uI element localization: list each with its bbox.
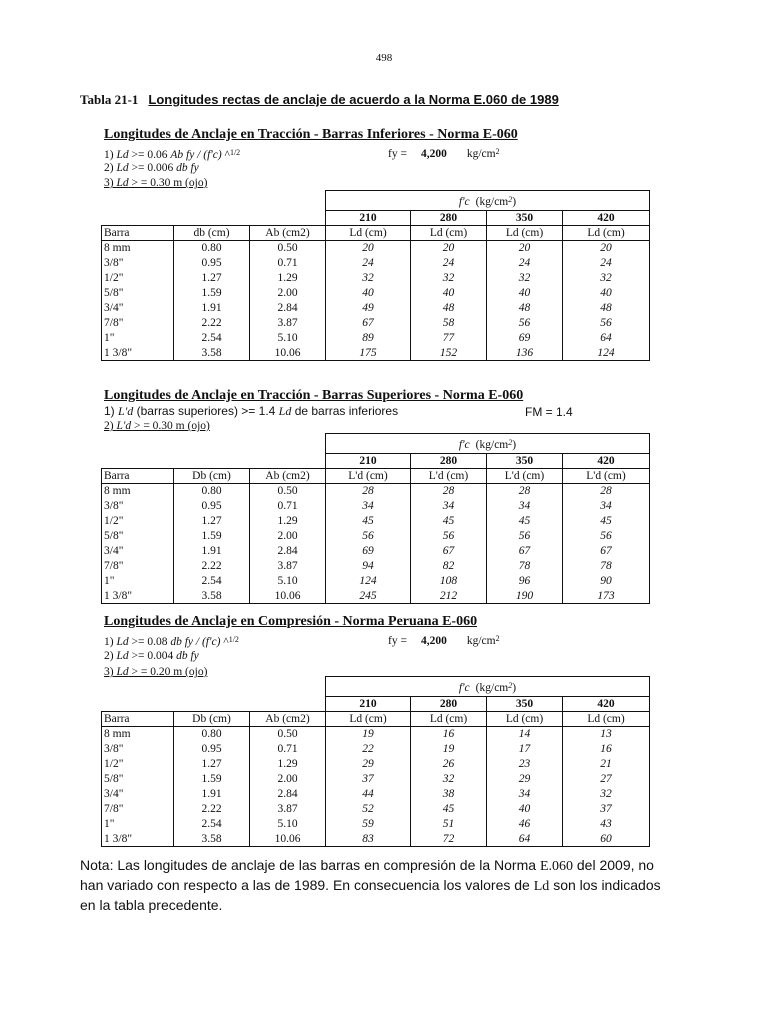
table-row [102,559,650,574]
table-cell: 37 [326,772,411,787]
table-cell: 152 [411,346,487,361]
table-cell: 56 [411,529,487,544]
table-cell: 40 [411,286,487,301]
section-3-formula-3: 3) Ld > = 0.20 m (ojo) [104,666,208,678]
table-cell: 56 [487,316,563,331]
table-cell: 1.59 [174,772,250,787]
table-cell: 34 [487,787,563,802]
bar-size-cell: 5/8" [102,772,174,787]
table-cell: 24 [411,256,487,271]
table-cell: 0.71 [250,742,326,757]
grade-header: 280 [411,697,487,712]
section-3-table [101,676,650,847]
table-cell: 58 [411,316,487,331]
table-cell: 64 [487,832,563,847]
column-header: Ab (cm2) [250,469,326,484]
column-header: Ab (cm2) [250,226,326,241]
table-cell: 40 [326,286,411,301]
bar-size-cell: 5/8" [102,286,174,301]
table-cell: 20 [487,241,563,256]
column-header: L'd (cm) [563,469,650,484]
bar-size-cell: 8 mm [102,727,174,742]
bar-size-cell: 3/4" [102,301,174,316]
section-2-fm: FM = 1.4 [525,405,573,419]
table-cell: 28 [326,484,411,499]
table-cell: 56 [326,529,411,544]
column-header: Ld (cm) [487,712,563,727]
table-cell: 1.91 [174,301,250,316]
bar-size-cell: 1 3/8" [102,589,174,604]
table-cell: 46 [487,817,563,832]
table-label: Tabla 21-1 [80,92,139,107]
table-cell: 78 [563,559,650,574]
table-row [102,757,650,772]
table-cell: 3.58 [174,589,250,604]
table-cell: 1.27 [174,271,250,286]
table-cell: 24 [326,256,411,271]
table-cell: 0.50 [250,241,326,256]
table-cell: 29 [487,772,563,787]
table-cell: 24 [563,256,650,271]
table-row [102,787,650,802]
section-3-formula-1: 1) Ld >= 0.08 db fy / (f'c) ^$^{1/2}$ [104,635,239,648]
bar-size-cell: 1 3/8" [102,346,174,361]
grade-header: 420 [563,454,650,469]
bar-size-cell: 8 mm [102,241,174,256]
table-row [102,802,650,817]
table-cell: 2.84 [250,544,326,559]
table-row [102,727,650,742]
bar-size-cell: 3/8" [102,499,174,514]
grade-header: 350 [487,697,563,712]
table-cell: 10.06 [250,589,326,604]
table-cell: 51 [411,817,487,832]
column-header: db (cm) [174,226,250,241]
table-cell: 0.50 [250,484,326,499]
table-cell: 69 [487,331,563,346]
table-cell: 16 [411,727,487,742]
table-cell: 26 [411,757,487,772]
table-row [102,301,650,316]
table-cell: 45 [411,802,487,817]
table-cell: 28 [563,484,650,499]
section-2-title: Longitudes de Anclaje en Tracción - Barras Superiores - Norma E-060 [104,388,524,403]
table-row [102,589,650,604]
table-cell: 34 [411,499,487,514]
table-cell: 45 [563,514,650,529]
bar-size-cell: 5/8" [102,529,174,544]
bar-size-cell: 7/8" [102,802,174,817]
table-cell: 1.91 [174,544,250,559]
section-2-table [101,433,650,604]
table-cell: 124 [326,574,411,589]
table-cell: 28 [411,484,487,499]
column-header: Ab (cm2) [250,712,326,727]
table-row [102,271,650,286]
table-row [102,316,650,331]
table-cell: 67 [326,316,411,331]
table-row [102,742,650,757]
table-cell: 45 [487,514,563,529]
column-header: Ld (cm) [411,712,487,727]
table-cell: 2.22 [174,316,250,331]
table-cell: 90 [563,574,650,589]
table-cell: 67 [411,544,487,559]
table-cell: 0.95 [174,742,250,757]
table-cell: 10.06 [250,346,326,361]
table-cell: 0.71 [250,256,326,271]
table-cell: 1.29 [250,757,326,772]
table-cell: 77 [411,331,487,346]
table-cell: 44 [326,787,411,802]
table-cell: 32 [563,271,650,286]
column-header: Barra [102,469,174,484]
table-cell: 56 [487,529,563,544]
section-3-fy: fy = 4,200 $kg/cm^2$ [388,634,500,647]
page-number: 498 [375,52,393,64]
table-cell: 3.58 [174,832,250,847]
table-cell: 1.29 [250,271,326,286]
section-1-formula-3: 3) Ld > = 0.30 m (ojo) [104,177,208,189]
table-cell: 3.87 [250,559,326,574]
table-cell: 40 [487,802,563,817]
table-cell: 43 [563,817,650,832]
column-header: Db (cm) [174,469,250,484]
grade-header: 210 [326,454,411,469]
table-row [102,499,650,514]
table-cell: 48 [563,301,650,316]
table-cell: 38 [411,787,487,802]
bar-size-cell: 7/8" [102,316,174,331]
bar-size-cell: 1/2" [102,757,174,772]
table-row [102,346,650,361]
table-cell: 48 [487,301,563,316]
grade-header: 420 [563,211,650,226]
table-cell: 2.00 [250,529,326,544]
column-header: L'd (cm) [411,469,487,484]
table-cell: 0.95 [174,256,250,271]
section-2-formula-2: 2) L'd > = 0.30 m (ojo) [104,420,210,432]
table-cell: 2.22 [174,802,250,817]
table-cell: 94 [326,559,411,574]
section-2-formula-1: 1) L'd (barras superiores) >= 1.4 Ld de barras inferiores [104,404,399,418]
table-cell: 2.84 [250,301,326,316]
table-cell: 32 [487,271,563,286]
grade-header: 350 [487,211,563,226]
table-cell: 1.27 [174,757,250,772]
grade-header: 280 [411,454,487,469]
table-cell: 2.54 [174,817,250,832]
grade-header: 210 [326,697,411,712]
table-row [102,484,650,499]
table-cell: 64 [563,331,650,346]
table-cell: 40 [487,286,563,301]
column-header: Ld (cm) [326,226,411,241]
table-row [102,331,650,346]
grade-header: 420 [563,697,650,712]
fc-header: f'c $(kg/cm^2)$ [326,191,650,211]
table-cell: 0.80 [174,241,250,256]
section-1-title: Longitudes de Anclaje en Tracción - Barras Inferiores - Norma E-060 [104,127,518,142]
table-cell: 212 [411,589,487,604]
table-cell: 23 [487,757,563,772]
grade-header: 210 [326,211,411,226]
table-cell: 34 [487,499,563,514]
table-row [102,544,650,559]
table-cell: 3.87 [250,316,326,331]
column-header: Ld (cm) [411,226,487,241]
column-header: Barra [102,226,174,241]
table-row [102,529,650,544]
table-cell: 0.71 [250,499,326,514]
table-cell: 5.10 [250,331,326,346]
table-cell: 1.27 [174,514,250,529]
table-cell: 96 [487,574,563,589]
table-cell: 29 [326,757,411,772]
table-row [102,574,650,589]
table-cell: 40 [563,286,650,301]
table-cell: 78 [487,559,563,574]
table-cell: 32 [563,787,650,802]
table-cell: 67 [563,544,650,559]
table-cell: 3.58 [174,346,250,361]
table-row [102,772,650,787]
bar-size-cell: 3/4" [102,544,174,559]
table-cell: 3.87 [250,802,326,817]
table-cell: 1.29 [250,514,326,529]
table-cell: 56 [563,529,650,544]
table-cell: 20 [563,241,650,256]
table-cell: 49 [326,301,411,316]
table-cell: 5.10 [250,574,326,589]
table-cell: 34 [326,499,411,514]
table-cell: 108 [411,574,487,589]
table-cell: 19 [326,727,411,742]
table-cell: 20 [411,241,487,256]
table-cell: 175 [326,346,411,361]
bar-size-cell: 1" [102,574,174,589]
fc-header: f'c $(kg/cm^2)$ [326,677,650,697]
table-cell: 5.10 [250,817,326,832]
table-cell: 32 [326,271,411,286]
table-cell: 14 [487,727,563,742]
table-cell: 28 [487,484,563,499]
table-cell: 45 [411,514,487,529]
table-cell: 24 [487,256,563,271]
table-row [102,832,650,847]
table-cell: 22 [326,742,411,757]
table-cell: 34 [563,499,650,514]
bar-size-cell: 3/4" [102,787,174,802]
table-cell: 2.00 [250,286,326,301]
footnote: Nota: Las longitudes de anclaje de las barras en compresión de la Norma E.060 del 2009, no han variado con respecto a las de 1989. En consecuencia los valores de Ld son los indicados en la tabla precedente. [80,857,661,913]
table-cell: 83 [326,832,411,847]
table-cell: 1.59 [174,286,250,301]
table-cell: 0.95 [174,499,250,514]
bar-size-cell: 1/2" [102,271,174,286]
bar-size-cell: 1" [102,331,174,346]
column-header: Ld (cm) [563,226,650,241]
table-cell: 17 [487,742,563,757]
section-1-formula-1: 1) Ld >= 0.06 Ab fy / (f'c) ^$^{1/2}$ [104,148,241,161]
table-cell: 20 [326,241,411,256]
table-subtitle: Longitudes rectas de anclaje de acuerdo a la Norma E.060 de 1989 [148,92,559,107]
table-cell: 48 [411,301,487,316]
column-header: L'd (cm) [487,469,563,484]
table-cell: 10.06 [250,832,326,847]
fc-header: f'c $(kg/cm^2)$ [326,434,650,454]
table-cell: 2.22 [174,559,250,574]
table-cell: 0.80 [174,727,250,742]
table-cell: 67 [487,544,563,559]
bar-size-cell: 1" [102,817,174,832]
table-cell: 245 [326,589,411,604]
table-cell: 124 [563,346,650,361]
column-header: Ld (cm) [563,712,650,727]
table-cell: 45 [326,514,411,529]
table-cell: 27 [563,772,650,787]
table-cell: 13 [563,727,650,742]
bar-size-cell: 7/8" [102,559,174,574]
bar-size-cell: 8 mm [102,484,174,499]
table-cell: 69 [326,544,411,559]
bar-size-cell: 3/8" [102,742,174,757]
table-cell: 37 [563,802,650,817]
section-3-formula-2: 2) Ld >= 0.004 db fy [104,650,199,662]
bar-size-cell: 1 3/8" [102,832,174,847]
table-cell: 72 [411,832,487,847]
table-cell: 173 [563,589,650,604]
table-row [102,241,650,256]
bar-size-cell: 1/2" [102,514,174,529]
section-1-table [101,190,650,361]
grade-header: 350 [487,454,563,469]
table-cell: 32 [411,772,487,787]
table-cell: 2.54 [174,574,250,589]
table-cell: 32 [411,271,487,286]
table-title [80,92,559,108]
table-cell: 2.54 [174,331,250,346]
table-cell: 89 [326,331,411,346]
table-cell: 21 [563,757,650,772]
grade-header: 280 [411,211,487,226]
bar-size-cell: 3/8" [102,256,174,271]
column-header: Ld (cm) [326,712,411,727]
table-cell: 16 [563,742,650,757]
table-row [102,514,650,529]
table-cell: 136 [487,346,563,361]
table-cell: 0.80 [174,484,250,499]
column-header: Db (cm) [174,712,250,727]
table-cell: 52 [326,802,411,817]
table-cell: 1.91 [174,787,250,802]
table-row [102,817,650,832]
column-header: L'd (cm) [326,469,411,484]
table-cell: 1.59 [174,529,250,544]
table-row [102,256,650,271]
table-cell: 56 [563,316,650,331]
table-cell: 59 [326,817,411,832]
column-header: Ld (cm) [487,226,563,241]
section-1-fy: fy = 4,200 $kg/cm^2$ [388,147,500,160]
section-1-formula-2: 2) Ld >= 0.006 db fy [104,162,199,174]
table-cell: 190 [487,589,563,604]
table-cell: 82 [411,559,487,574]
table-cell: 0.50 [250,727,326,742]
section-3-title: Longitudes de Anclaje en Compresión - Norma Peruana E-060 [104,614,478,629]
table-cell: 19 [411,742,487,757]
column-header: Barra [102,712,174,727]
table-cell: 60 [563,832,650,847]
table-cell: 2.84 [250,787,326,802]
table-row [102,286,650,301]
table-cell: 2.00 [250,772,326,787]
